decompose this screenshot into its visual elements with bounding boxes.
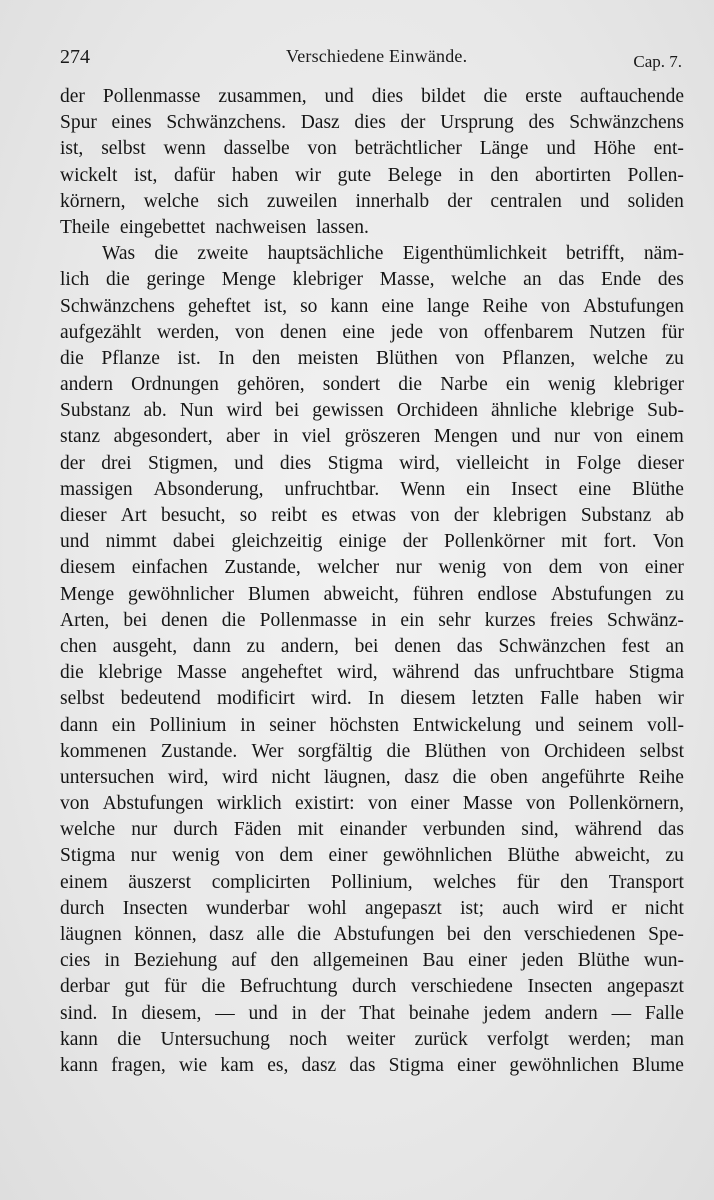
text-line: chen ausgeht, dann zu andern, bei denen das Schwänzchen fest an	[60, 635, 684, 657]
text-line: untersuchen wird, wird nicht läugnen, dasz die oben angeführte Reihe	[60, 766, 684, 788]
text-line: cies in Beziehung auf den allgemeinen Bau einer jeden Blüthe wun-	[60, 950, 684, 972]
text-line: wickelt ist, dafür haben wir gute Belege in den abortirten Pollen-	[60, 164, 684, 186]
text-line: lich die geringe Menge klebriger Masse, welche an das Ende des	[60, 269, 684, 291]
text-line: dann ein Pollinium in seiner höchsten Entwickelung und seinem voll-	[60, 714, 684, 736]
text-line: stanz abgesondert, aber in viel gröszeren Mengen und nur von einem	[60, 426, 684, 448]
text-line: sind. In diesem, — und in der That beinahe jedem andern — Falle	[60, 1002, 684, 1024]
text-line: andern Ordnungen gehören, sondert die Narbe ein wenig klebriger	[60, 374, 684, 396]
text-line: der drei Stigmen, und dies Stigma wird, vielleicht in Folge dieser	[60, 452, 684, 474]
text-line: die Pflanze ist. In den meisten Blüthen von Pflanzen, welche zu	[60, 347, 684, 369]
paragraph	[60, 241, 684, 1079]
text-line: Menge gewöhnlicher Blumen abweicht, führen endlose Abstufungen zu	[60, 583, 684, 605]
text-line: diesem einfachen Zustande, welcher nur wenig von dem von einer	[60, 557, 684, 579]
page-header	[60, 42, 686, 76]
text-line: massigen Absonderung, unfruchtbar. Wenn ein Insect eine Blüthe	[60, 478, 684, 500]
text-line: Schwänzchens geheftet ist, so kann eine lange Reihe von Abstufungen	[60, 295, 684, 317]
text-line: die klebrige Masse angeheftet wird, während das unfruchtbare Stigma	[60, 662, 684, 684]
body-text	[60, 84, 684, 1079]
text-line: aufgezählt werden, von denen eine jede von offenbarem Nutzen für	[60, 321, 684, 343]
paragraph	[60, 84, 684, 241]
page-number: 274	[60, 46, 90, 68]
text-line: dieser Art besucht, so reibt es etwas von der klebrigen Substanz ab	[60, 505, 684, 526]
text-line: kann die Untersuchung noch weiter zurück verfolgt werden; man	[60, 1028, 684, 1050]
text-line: Theile eingebettet nachweisen lassen.	[60, 216, 369, 238]
text-line: welche nur durch Fäden mit einander verbunden sind, während das	[60, 819, 684, 841]
text-line: einem äuszerst complicirten Pollinium, welches für den Transport	[60, 871, 684, 893]
text-line: Substanz ab. Nun wird bei gewissen Orchideen ähnliche klebrige Sub-	[60, 400, 684, 422]
text-line: kann fragen, wie kam es, dasz das Stigma einer gewöhnlichen Blume	[60, 1054, 684, 1076]
text-line: durch Insecten wunderbar wohl angepaszt ist; auch wird er nicht	[60, 897, 684, 919]
text-line: Spur eines Schwänzchens. Dasz dies der Ursprung des Schwänzchens	[60, 112, 684, 134]
text-line: der Pollenmasse zusammen, und dies bildet die erste auftauchende	[60, 86, 684, 107]
text-line: selbst bedeutend modificirt wird. In diesem letzten Falle haben wir	[60, 688, 684, 710]
running-title: Verschiedene Einwände.	[286, 46, 468, 66]
text-line: läugnen können, dasz alle die Abstufungen bei den verschiedenen Spe-	[60, 924, 684, 945]
text-line: ist, selbst wenn dasselbe von beträchtlicher Länge und Höhe ent-	[60, 138, 684, 160]
text-line: von Abstufungen wirklich existirt: von einer Masse von Pollenkörnern,	[60, 793, 684, 815]
text-line: kommenen Zustande. Wer sorgfältig die Blüthen von Orchideen selbst	[60, 740, 684, 762]
chapter-label: Cap. 7.	[633, 52, 682, 71]
text-line: Was die zweite hauptsächliche Eigenthümlichkeit betrifft, näm-	[102, 243, 684, 265]
text-line: derbar gut für die Befruchtung durch verschiedene Insecten angepaszt	[60, 976, 684, 998]
text-line: Stigma nur wenig von dem einer gewöhnlichen Blüthe abweicht, zu	[60, 845, 684, 867]
text-line: körnern, welche sich zuweilen innerhalb der centralen und soliden	[60, 190, 684, 212]
text-line: Arten, bei denen die Pollenmasse in ein sehr kurzes freies Schwänz-	[60, 609, 684, 631]
text-line: und nimmt dabei gleichzeitig einige der Pollenkörner mit fort. Von	[60, 531, 684, 553]
